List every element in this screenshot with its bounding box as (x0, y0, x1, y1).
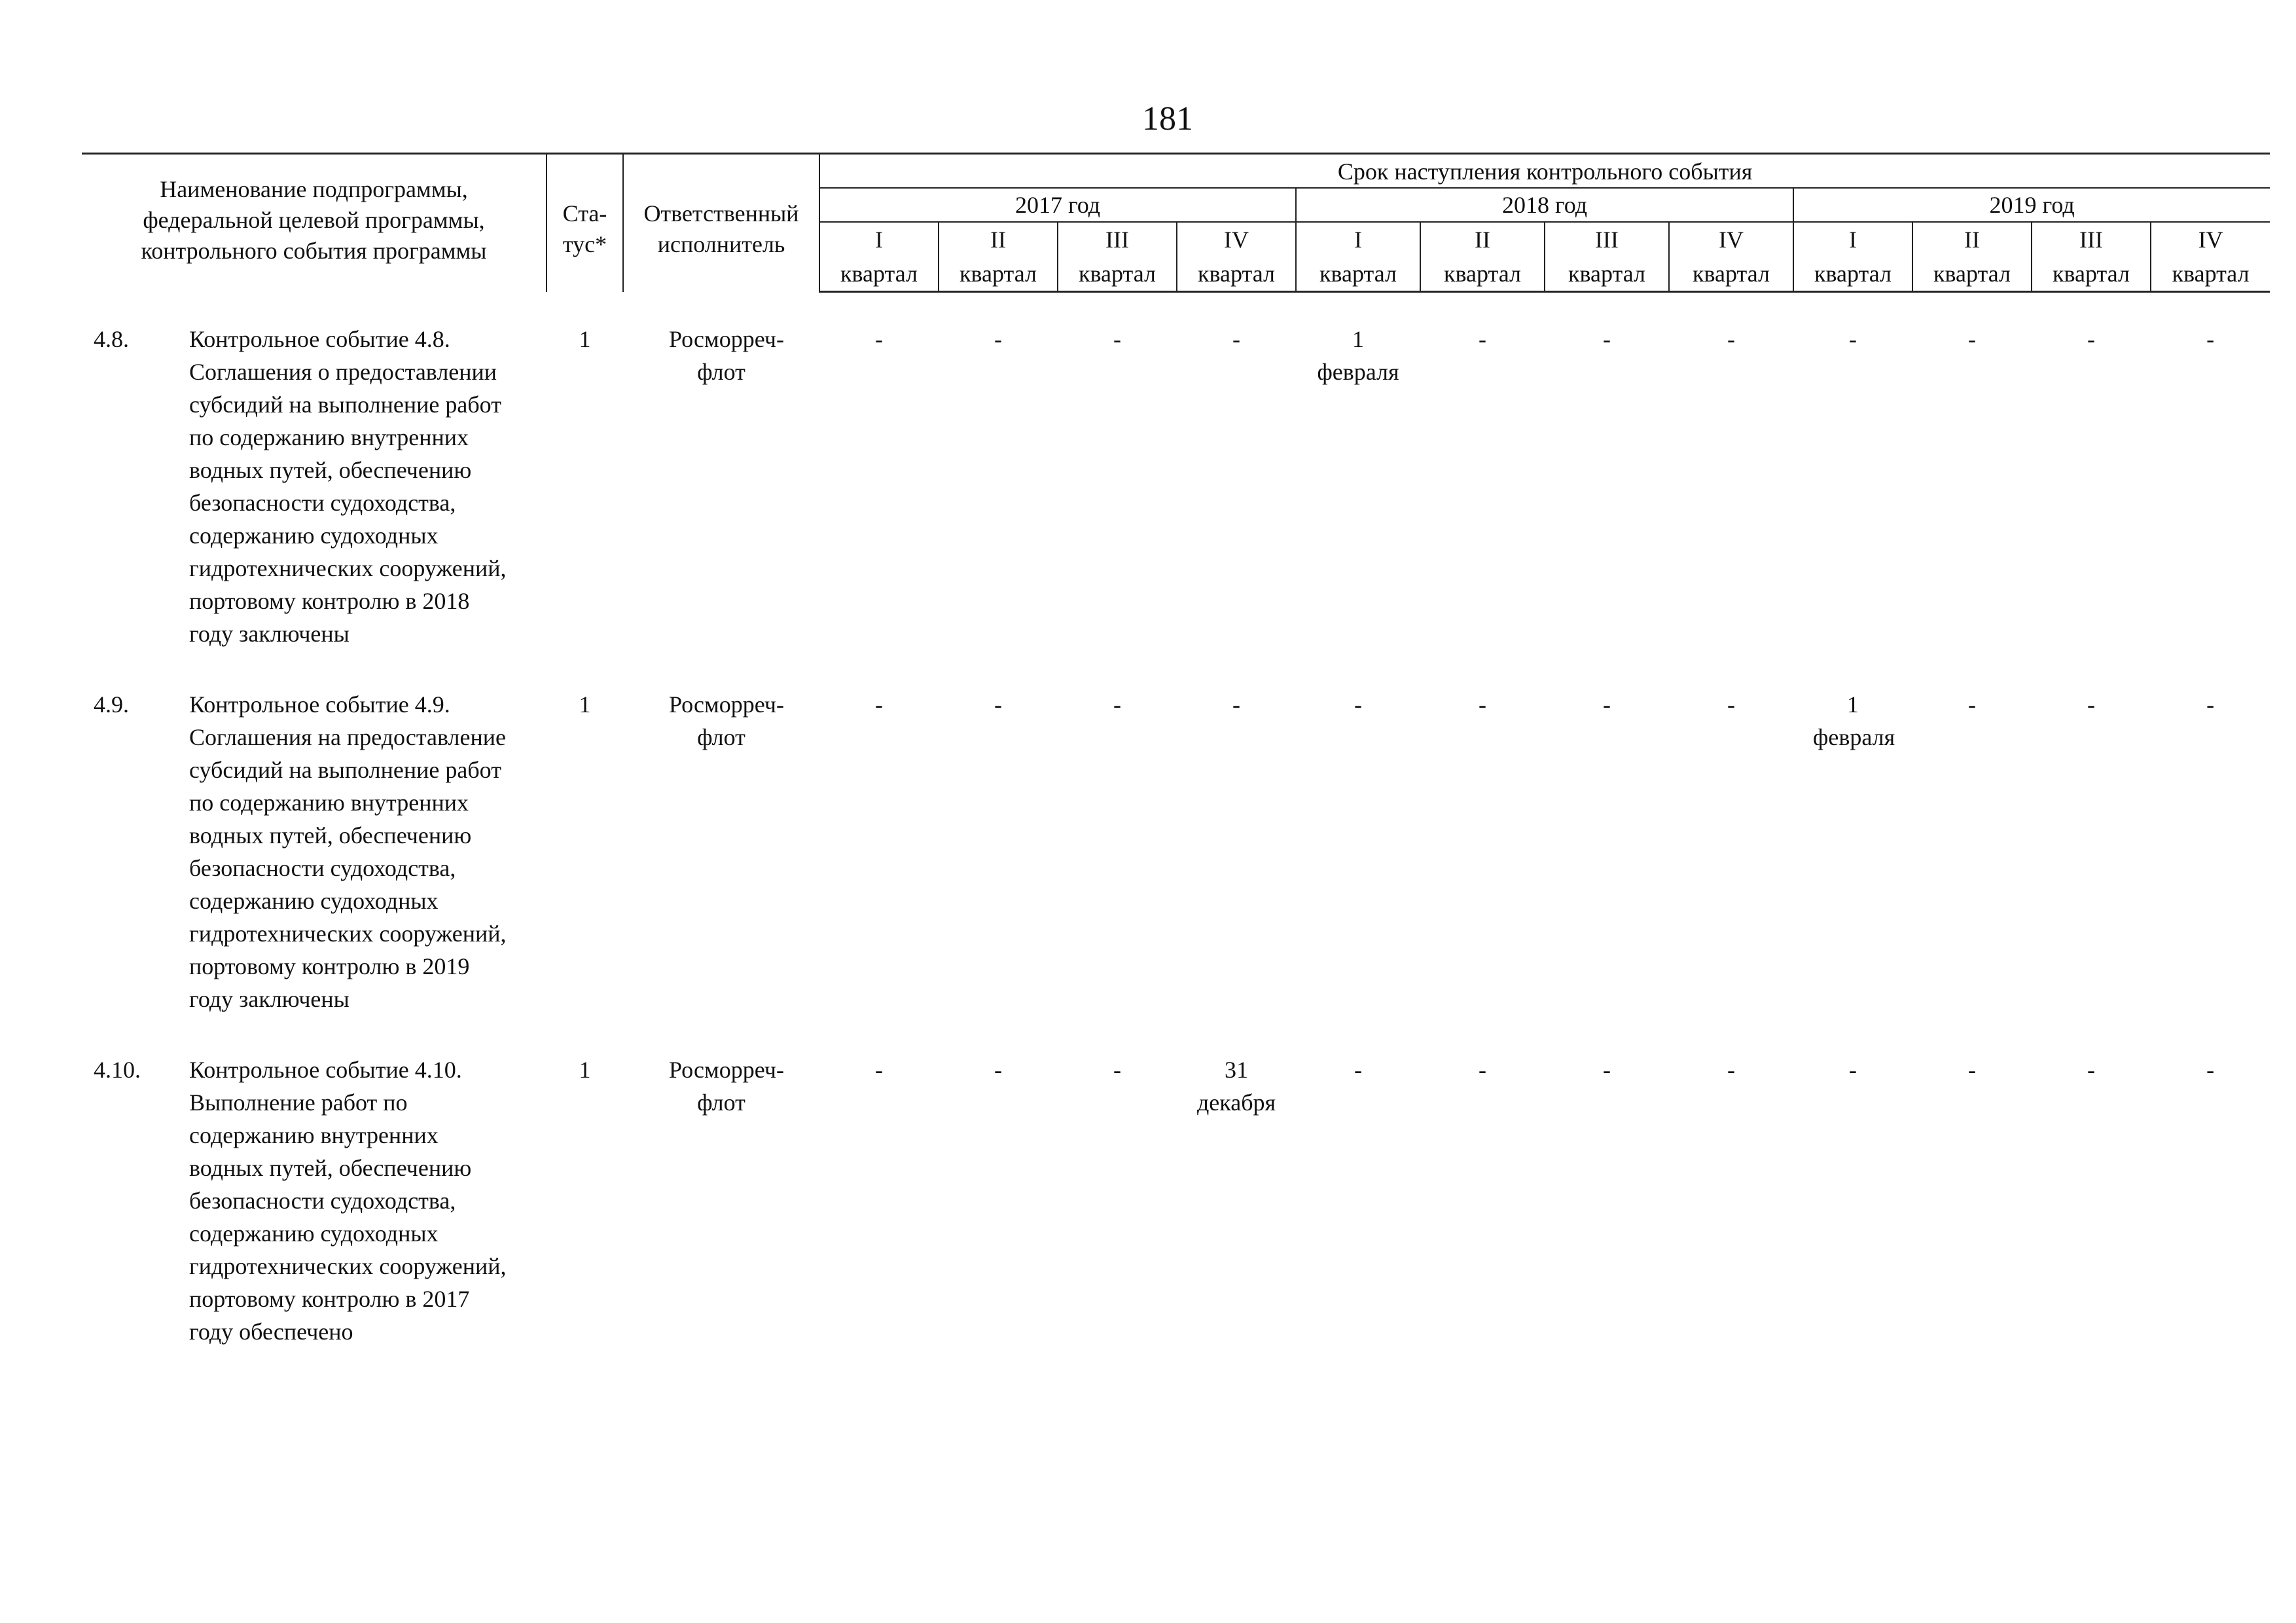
quarter-numeral: III (2079, 227, 2103, 253)
quarter-word: квартал (1444, 261, 1521, 287)
header-quarter (2032, 222, 2151, 292)
quarter-value: - (875, 691, 884, 718)
page-number: 181 (1142, 100, 1193, 137)
quarter-word: квартал (1568, 261, 1645, 287)
quarter-numeral: IV (1224, 227, 1249, 253)
quarter-value: - (1354, 1057, 1363, 1084)
quarter-value: 1 февраля (1813, 691, 1895, 751)
spacer (82, 292, 2270, 323)
quarter-numeral: I (1354, 227, 1363, 253)
row-status: 1 (579, 1057, 591, 1084)
quarter-value: - (1727, 691, 1736, 718)
table-row (82, 688, 2270, 1053)
quarter-numeral: II (1964, 227, 1980, 253)
row-description: Контрольное событие 4.8. Соглашения о предоставлении субсидий на выполнение работ по содержанию внутренних водных путей, обеспечению безопасности судоходства, содержанию судоходных гидротехнических сооружений, портовому контролю в 2018 году заключены (189, 326, 507, 647)
quarter-value: - (1727, 326, 1736, 353)
quarter-value: 31 декабря (1196, 1057, 1276, 1116)
header-year: 2017 год (819, 188, 1296, 222)
quarter-word: квартал (1814, 261, 1892, 287)
quarter-value: - (1968, 326, 1977, 353)
quarter-word: квартал (1319, 261, 1397, 287)
header-year: 2019 год (1793, 188, 2270, 222)
table-row (82, 323, 2270, 688)
header-quarter (1669, 222, 1793, 292)
control-events-table (82, 153, 2270, 1386)
header-quarter (1912, 222, 2032, 292)
quarter-value: - (2206, 1057, 2215, 1084)
row-description: Контрольное событие 4.9. Соглашения на предоставление субсидий на выполнение работ по содержанию внутренних водных путей, обеспечению безопасности судоходства, содержанию судоходных гидротехнических сооружений, портовому контролю в 2019 году заключены (189, 691, 507, 1013)
quarter-value: - (1479, 1057, 1487, 1084)
quarter-value: - (1232, 326, 1241, 353)
header-quarter (939, 222, 1058, 292)
header-year: 2018 год (1296, 188, 1793, 222)
quarter-word: квартал (2053, 261, 2130, 287)
quarter-value: - (1479, 691, 1487, 718)
quarter-value: - (1603, 1057, 1611, 1084)
quarter-value: - (1479, 326, 1487, 353)
header-quarter (1058, 222, 1177, 292)
quarter-value: - (1603, 691, 1611, 718)
quarter-value: 1 февраля (1317, 326, 1399, 386)
quarter-value: - (994, 326, 1003, 353)
header-name: Наименование подпрограммы, федеральной целевой программы, контрольного события программы (82, 154, 547, 292)
quarter-value: - (875, 326, 884, 353)
quarter-numeral: II (1475, 227, 1490, 253)
quarter-value: - (1968, 1057, 1977, 1084)
quarter-value: - (994, 691, 1003, 718)
quarter-value: - (1354, 691, 1363, 718)
quarter-value: - (1232, 691, 1241, 718)
quarter-word: квартал (1079, 261, 1156, 287)
header-quarter (1793, 222, 1912, 292)
quarter-value: - (1113, 691, 1122, 718)
quarter-value: - (1849, 1057, 1857, 1084)
quarter-value: - (1849, 326, 1857, 353)
quarter-value: - (1727, 1057, 1736, 1084)
quarter-value: - (1968, 691, 1977, 718)
quarter-value: - (2206, 326, 2215, 353)
quarter-word: квартал (960, 261, 1037, 287)
quarter-value: - (994, 1057, 1003, 1084)
row-responsible: Росморреч- флот (669, 1057, 784, 1116)
row-responsible: Росморреч- флот (669, 691, 784, 751)
row-description: Контрольное событие 4.10. Выполнение работ по содержанию внутренних водных путей, обеспечению безопасности судоходства, содержанию судоходных гидротехнических сооружений, портовому контролю в 2017 году обеспечено (189, 1057, 507, 1345)
quarter-word: квартал (2172, 261, 2250, 287)
quarter-value: - (2087, 326, 2096, 353)
row-responsible: Росморреч- флот (669, 326, 784, 386)
row-number: 4.9. (94, 691, 129, 718)
table-row (82, 1053, 2270, 1386)
row-status: 1 (579, 691, 591, 718)
quarter-numeral: I (1849, 227, 1857, 253)
quarter-word: квартал (1198, 261, 1275, 287)
header-quarter (1545, 222, 1669, 292)
row-status: 1 (579, 326, 591, 353)
header-quarter (1177, 222, 1296, 292)
row-number: 4.10. (94, 1057, 141, 1084)
quarter-value: - (2206, 691, 2215, 718)
quarter-word: квартал (1693, 261, 1770, 287)
quarter-numeral: IV (2198, 227, 2223, 253)
quarter-value: - (1603, 326, 1611, 353)
quarter-value: - (2087, 691, 2096, 718)
quarter-numeral: III (1595, 227, 1619, 253)
quarter-numeral: II (990, 227, 1006, 253)
quarter-numeral: III (1105, 227, 1129, 253)
quarter-value: - (1113, 326, 1122, 353)
quarter-value: - (2087, 1057, 2096, 1084)
quarter-word: квартал (840, 261, 918, 287)
row-number: 4.8. (94, 326, 129, 353)
header-quarter (2151, 222, 2270, 292)
quarter-numeral: I (875, 227, 884, 253)
header-quarter (1296, 222, 1420, 292)
quarter-value: - (875, 1057, 884, 1084)
quarter-word: квартал (1933, 261, 2011, 287)
header-status: Ста- тус* (547, 154, 623, 292)
header-responsible: Ответственный исполнитель (623, 154, 819, 292)
header-quarter (819, 222, 939, 292)
header-quarter (1420, 222, 1545, 292)
quarter-numeral: IV (1719, 227, 1744, 253)
header-deadline: Срок наступления контрольного события (819, 154, 2270, 189)
quarter-value: - (1113, 1057, 1122, 1084)
